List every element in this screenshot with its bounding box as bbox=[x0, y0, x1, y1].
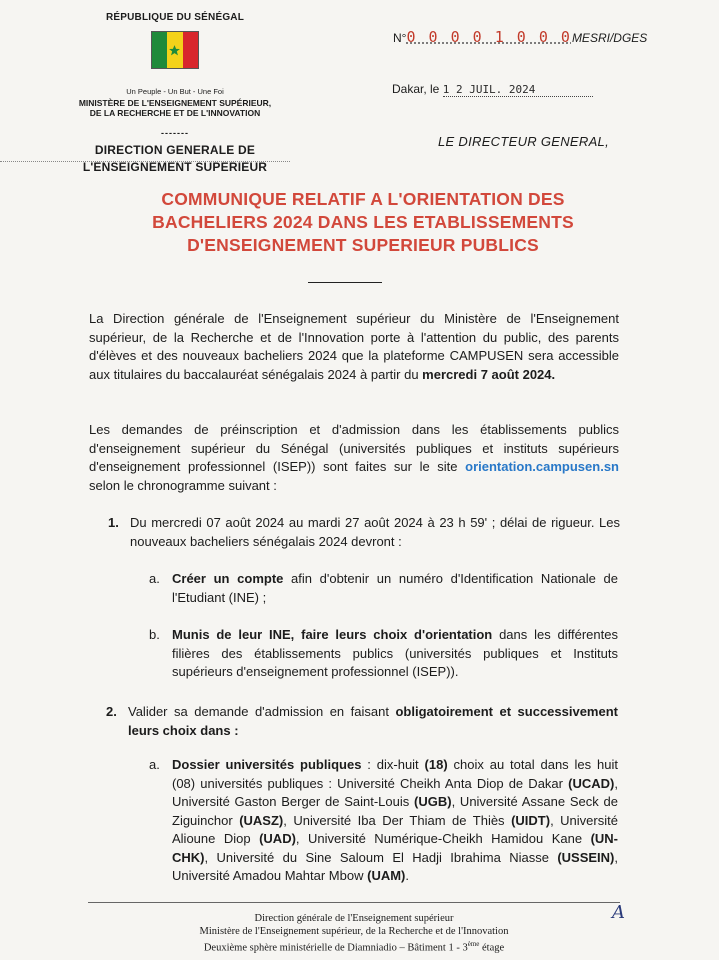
ministry-name bbox=[60, 98, 290, 118]
procedure-end: selon le chronogramme suivant : bbox=[89, 477, 277, 493]
direction-name bbox=[60, 142, 290, 176]
flag-green-band bbox=[152, 32, 167, 68]
step-1-number: 1. bbox=[108, 515, 119, 530]
step-2-bold: obligatoirement et successivement leurs choix dans : bbox=[128, 704, 618, 738]
header-divider bbox=[0, 161, 290, 162]
ministry-line-2: DE LA RECHERCHE ET DE L'INNOVATION bbox=[89, 108, 261, 118]
letterhead bbox=[60, 12, 290, 176]
flag-red-band bbox=[183, 32, 198, 68]
date-prefix: Dakar, le bbox=[392, 82, 440, 96]
univ-acronym: (UASZ) bbox=[239, 812, 284, 828]
footer-line-2: Ministère de l'Enseignement supérieur, de la Recherche et de l'Innovation bbox=[199, 926, 509, 937]
univ-acronym: (UGB) bbox=[414, 794, 452, 809]
step-2a-text: , Université Numérique-Cheikh Hamidou Kane bbox=[295, 831, 583, 846]
univ-acronym: (UAM) bbox=[367, 868, 406, 883]
step-1a bbox=[149, 570, 618, 607]
univ-acronym: (UCAD) bbox=[568, 775, 615, 791]
step-2 bbox=[106, 703, 618, 740]
ref-suffix: MESRI/DGES bbox=[571, 31, 648, 45]
campusen-link[interactable]: orientation.campusen.sn bbox=[465, 459, 619, 474]
step-1a-text: afin d'obtenir un numéro d'Identification Nationale de l'Etudiant (INE) ; bbox=[172, 571, 618, 605]
step-2a-text: , Université Gaston Berger de Saint-Louis bbox=[172, 775, 618, 809]
step-1a-bold: Créer un compte bbox=[172, 571, 284, 586]
step-2a-text: , Université Alioune Diop bbox=[172, 812, 618, 846]
footer-line-1: Direction générale de l'Enseignement supérieur bbox=[254, 913, 454, 924]
republic-name: RÉPUBLIQUE DU SÉNÉGAL bbox=[105, 12, 245, 23]
ref-prefix: N° bbox=[393, 31, 407, 45]
step-2a-text: : dix-huit bbox=[367, 757, 419, 772]
step-1b-bold: Munis de leur INE, faire leurs choix d'orientation bbox=[172, 627, 493, 642]
step-1b bbox=[149, 626, 618, 682]
procedure-text: Les demandes de préinscription et d'admission dans les établissements publics d'enseignement supérieur du Sénégal (universités publiques et instituts supérieurs d'enseignement professionnel (ISEP)) sont faites sur le site bbox=[89, 422, 619, 474]
step-1b-letter: b. bbox=[149, 627, 160, 642]
footer-line-3 bbox=[88, 938, 620, 955]
step-2a-text: , Université Amadou Mahtar Mbow bbox=[172, 849, 618, 883]
date-line bbox=[392, 82, 593, 97]
step-2a-text: choix au total dans les huit (08) universités publiques : Université Cheikh Anta Diop de Dakar bbox=[172, 757, 618, 791]
senegal-flag bbox=[151, 31, 199, 69]
intro-paragraph bbox=[89, 310, 619, 384]
step-2-number: 2. bbox=[106, 704, 117, 719]
reference-number bbox=[393, 28, 647, 46]
communique-title bbox=[110, 188, 616, 257]
univ-acronym: (UIDT) bbox=[511, 812, 551, 828]
footer bbox=[88, 912, 620, 955]
step-2a-count: (18) bbox=[424, 757, 448, 772]
title-line-2: BACHELIERS 2024 DANS LES ETABLISSEMENTS bbox=[152, 212, 574, 232]
step-2a-text: , Université du Sine Saloum El Hadji Ibrahima Niasse bbox=[204, 849, 549, 865]
date-stamp: 1 2 JUIL. 2024 bbox=[443, 83, 593, 97]
univ-acronym: (UN-CHK) bbox=[172, 831, 618, 865]
step-2a bbox=[149, 756, 618, 886]
star-icon bbox=[168, 44, 181, 57]
handwritten-initial: A bbox=[612, 902, 625, 923]
direction-line-1: DIRECTION GENERALE DE bbox=[94, 143, 256, 157]
univ-acronym: (USSEIN) bbox=[557, 849, 615, 865]
step-1a-letter: a. bbox=[149, 571, 160, 586]
step-2a-text: . bbox=[405, 868, 409, 883]
national-motto: Un Peuple - Un But - Une Foi bbox=[126, 87, 224, 96]
separator: ------- bbox=[161, 128, 189, 138]
ministry-line-1: MINISTÈRE DE L'ENSEIGNEMENT SUPÉRIEUR, bbox=[78, 98, 272, 108]
intro-date: mercredi 7 août 2024. bbox=[422, 366, 556, 382]
univ-acronym: (UAD) bbox=[259, 831, 296, 846]
flag-yellow-band bbox=[167, 32, 182, 68]
step-2a-text: , Université Assane Seck de Ziguinchor bbox=[172, 794, 618, 828]
title-line-1: COMMUNIQUE RELATIF A L'ORIENTATION DES bbox=[161, 189, 565, 209]
title-underline bbox=[308, 282, 382, 283]
footer-address: Deuxième sphère ministérielle de Diamniadio – Bâtiment 1 - 3 bbox=[203, 942, 468, 954]
ref-number-handwritten: 0 0 0 0 1 0 0 0 bbox=[406, 28, 572, 46]
step-1b-text: dans les différentes filières des établissements publics (universités publiques et Instituts supérieurs d'enseignement professionnel (ISEP)). bbox=[172, 627, 618, 679]
step-2a-letter: a. bbox=[149, 757, 160, 772]
step-2a-text: , Université Iba Der Thiam de Thiès bbox=[283, 812, 505, 828]
step-1-text: Du mercredi 07 août 2024 au mardi 27 août 2024 à 23 h 59' ; délai de rigueur. Les nouveaux bacheliers sénégalais 2024 devront : bbox=[130, 515, 620, 549]
procedure-paragraph bbox=[89, 421, 619, 495]
title-line-3: D'ENSEIGNEMENT SUPERIEUR PUBLICS bbox=[187, 235, 539, 255]
footer-divider bbox=[88, 902, 620, 903]
director-general: LE DIRECTEUR GENERAL, bbox=[438, 134, 610, 149]
footer-floor-word: étage bbox=[482, 942, 505, 954]
step-2-text: Valider sa demande d'admission en faisant bbox=[128, 704, 389, 719]
intro-text: La Direction générale de l'Enseignement supérieur du Ministère de l'Enseignement supérieur, de la Recherche et de l'Innovation porte à l'attention du public, des parents d'élèves et des nouveaux bacheliers 2024 que la plateforme CAMPUSEN sera accessible aux titulaires du baccalauréat sénégalais 2024 à partir du bbox=[89, 311, 619, 382]
step-1 bbox=[108, 514, 620, 551]
direction-line-2: L'ENSEIGNEMENT SUPERIEUR bbox=[82, 160, 268, 174]
footer-floor-sup: ème bbox=[467, 940, 480, 948]
step-2a-bold: Dossier universités publiques bbox=[172, 757, 362, 772]
